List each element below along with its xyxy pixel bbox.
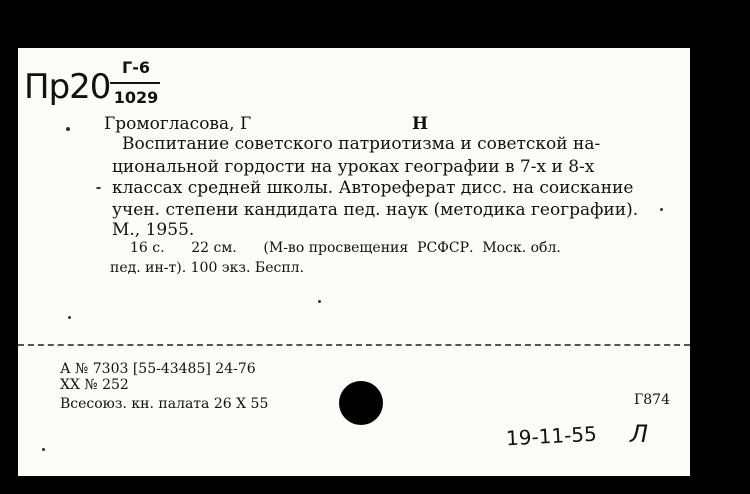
registry-chamber: Всесоюз. кн. палата 26 X 55	[60, 396, 269, 412]
shelfmark-denominator: 1029	[113, 88, 159, 107]
speck	[42, 448, 45, 451]
speck	[68, 316, 71, 319]
registry-volume: XX № 252	[60, 377, 129, 393]
card-punch-hole	[339, 381, 383, 425]
description-line: классах средней школы. Автореферат дисс. на соискание	[112, 178, 634, 198]
speck	[660, 208, 663, 211]
description-line: циональной гордости на уроках географии в 7-х и 8-х	[112, 157, 595, 177]
description-line: Воспитание советского патриотизма и советской на-	[122, 134, 601, 154]
handwritten-date: 19-11-55	[505, 421, 598, 451]
author-initial: Н	[412, 114, 429, 134]
description-line: учен. степени кандидата пед. наук (методика географии).	[112, 200, 639, 220]
speck	[318, 300, 321, 303]
classification-code: Г874	[634, 392, 670, 408]
physical-description-cont: пед. ин-т). 100 экз. Беспл.	[110, 260, 305, 276]
speck	[66, 127, 70, 131]
card-divider	[18, 344, 690, 346]
shelfmark-numerator: Г-6	[122, 58, 150, 77]
publication-year-line: М., 1955.	[112, 220, 195, 240]
author-name: Громогласова, Г	[104, 114, 252, 134]
physical-description: 16 с. 22 см. (М-во просвещения РСФСР. Моск. обл.	[130, 240, 561, 256]
registry-number: А № 7303 [55-43485] 24-76	[60, 361, 256, 377]
catalog-card	[18, 48, 690, 476]
fraction-bar	[110, 82, 160, 84]
speck	[96, 187, 101, 189]
handwritten-mark: Л	[630, 420, 649, 448]
shelfmark-prefix: Пр20	[24, 67, 111, 107]
